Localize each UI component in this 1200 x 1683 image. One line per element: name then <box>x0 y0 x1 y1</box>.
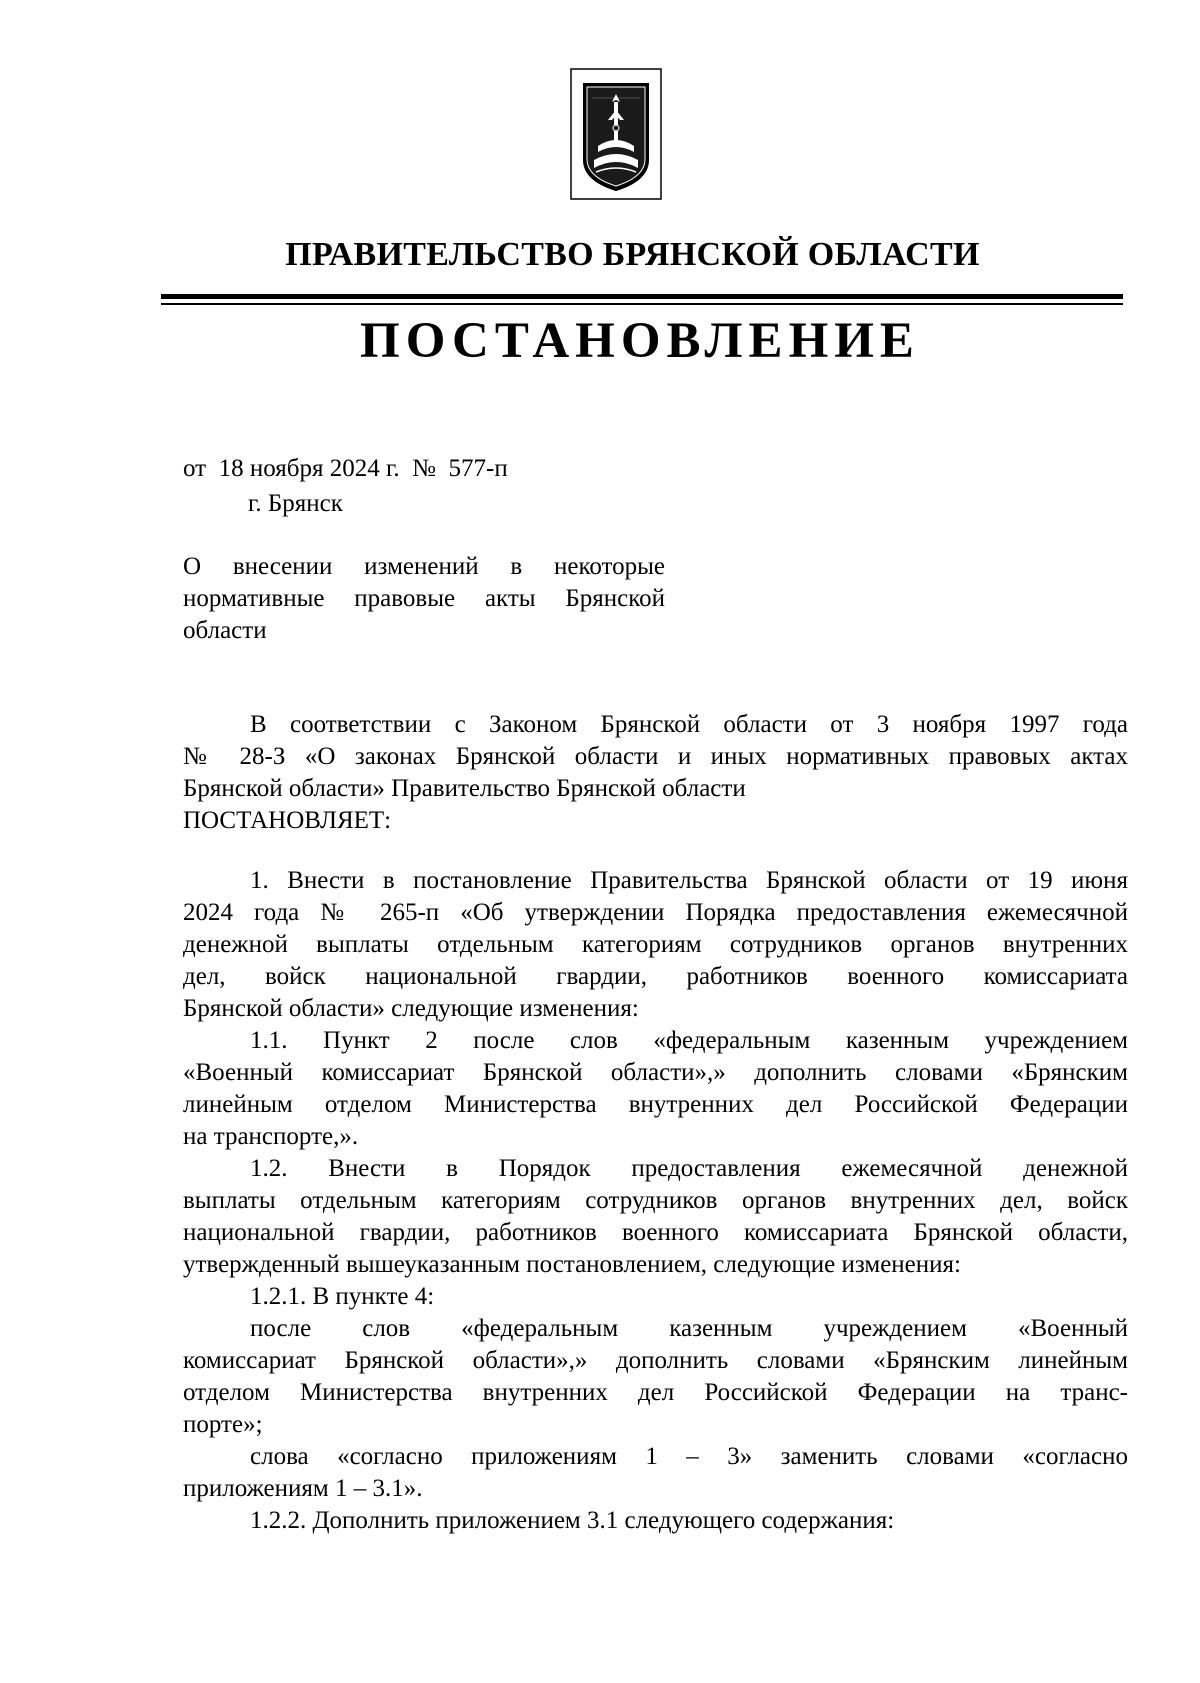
item-1-line: дел, войск национальной гвардии, работников военного комиссариата <box>183 963 1128 990</box>
document-city: г. Брянск <box>248 490 343 517</box>
item-1-line: 1. Внести в постановление Правительства Брянской области от 19 июня <box>250 867 1128 894</box>
subject-line: О внесении изменений в некоторые <box>183 553 665 580</box>
document-subject <box>183 551 665 647</box>
preamble-line: В соответствии с Законом Брянской области от 3 ноября 1997 года <box>250 711 1128 738</box>
item-1-1-line: 1.1. Пункт 2 после слов «федеральным казенным учреждением <box>250 1027 1128 1054</box>
preamble-line: № 28-З «О законах Брянской области и иных нормативных правовых актах <box>183 743 1128 770</box>
item-1-1-line: «Военный комиссариат Брянской области»,» дополнить словами «Брянским <box>183 1059 1128 1086</box>
item-1-2-2-line: 1.2.2. Дополнить приложением 3.1 следующего содержания: <box>250 1507 895 1534</box>
preamble-line: Брянской области» Правительство Брянской области <box>183 775 746 802</box>
item-1-2-1-a-line: после слов «федеральным казенным учреждением «Военный <box>250 1315 1128 1342</box>
item-1-1-line: линейным отделом Министерства внутренних дел Российской Федерации <box>183 1091 1128 1118</box>
coat-of-arms-icon <box>570 68 662 200</box>
item-1-2-line: выплаты отдельным категориям сотрудников органов внутренних дел, войск <box>183 1187 1128 1214</box>
item-1-2-1-b-line: слова «согласно приложениям 1 – 3» заменить словами «согласно <box>250 1443 1128 1470</box>
item-1-line: Брянской области» следующие изменения: <box>183 995 639 1022</box>
document-body <box>183 709 1128 1537</box>
item-1-2-1-a-line: комиссариат Брянской области»,» дополнить словами «Брянским линейным <box>183 1347 1128 1374</box>
item-1-2-1-heading: 1.2.1. В пункте 4: <box>250 1283 435 1310</box>
item-1-2-1-b-line: приложениям 1 – 3.1». <box>183 1475 423 1502</box>
preamble-resolves: ПОСТАНОВЛЯЕТ: <box>183 807 392 834</box>
organization-title: ПРАВИТЕЛЬСТВО БРЯНСКОЙ ОБЛАСТИ <box>285 236 980 273</box>
item-1-2-line: национальной гвардии, работников военного комиссариата Брянской области, <box>183 1219 1128 1246</box>
item-1-1-line: на транспорте,». <box>183 1123 359 1150</box>
document-type-title: ПОСТАНОВЛЕНИЕ <box>360 313 920 369</box>
subject-line: нормативные правовые акты Брянской <box>183 585 665 612</box>
document-date-number: от 18 ноября 2024 г. № 577-п <box>183 455 508 482</box>
subject-line: области <box>183 617 267 644</box>
item-1-2-1-a-line: отделом Министерства внутренних дел Российской Федерации на транс- <box>183 1379 1128 1406</box>
item-1-2-line: 1.2. Внести в Порядок предоставления ежемесячной денежной <box>250 1155 1128 1182</box>
header-rule-thin <box>161 303 1123 305</box>
item-1-2-line: утвержденный вышеуказанным постановлением, следующие изменения: <box>183 1251 961 1278</box>
item-1-2-1-a-line: порте»; <box>183 1411 263 1438</box>
header-rule-thick <box>161 294 1123 299</box>
item-1-line: 2024 года № 265-п «Об утверждении Порядка предоставления ежемесячной <box>183 899 1128 926</box>
item-1-line: денежной выплаты отдельным категориям сотрудников органов внутренних <box>183 931 1128 958</box>
